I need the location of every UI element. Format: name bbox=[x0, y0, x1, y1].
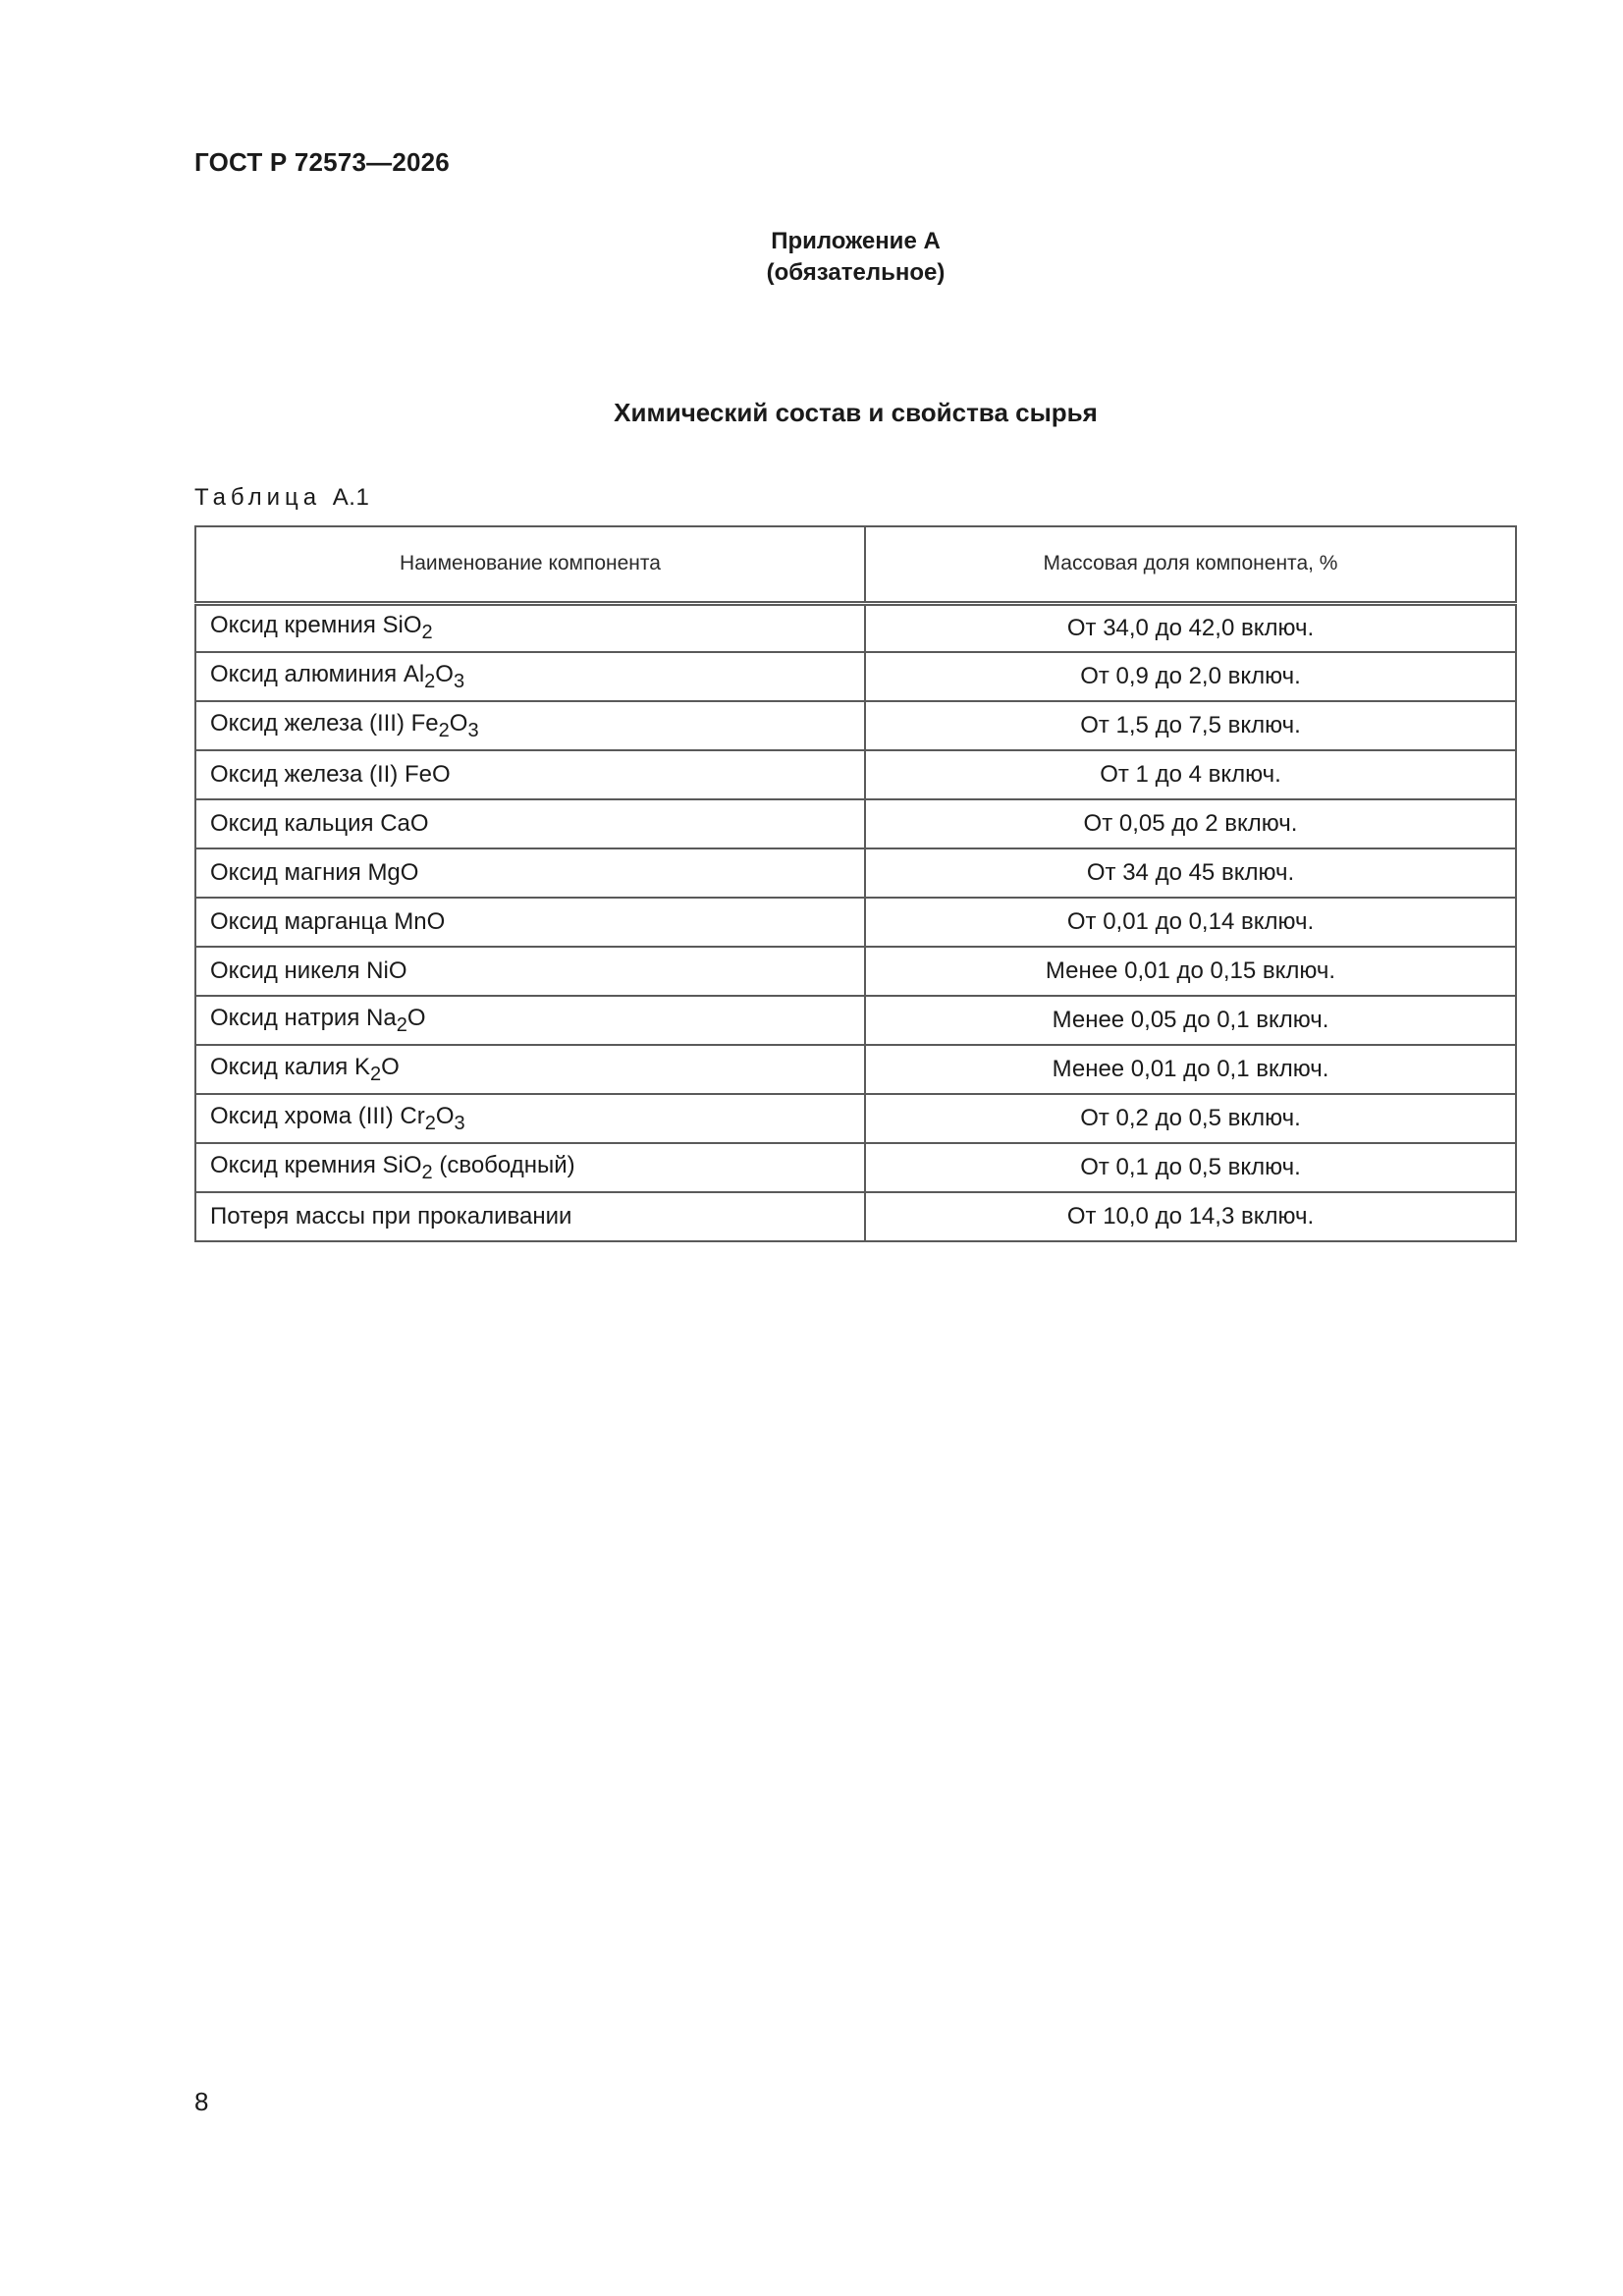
component-name: Потеря массы при прокаливании bbox=[210, 1203, 572, 1230]
formula-subscript: 2 bbox=[421, 1161, 433, 1183]
formula-subscript: 3 bbox=[467, 719, 479, 741]
composition-table bbox=[194, 525, 1517, 1242]
appendix-title: Приложение А bbox=[771, 228, 941, 254]
component-name-cell bbox=[195, 1045, 865, 1094]
table-row bbox=[195, 701, 1516, 750]
mass-fraction-cell: Менее 0,01 до 0,15 включ. bbox=[865, 947, 1516, 996]
table-header-row bbox=[195, 526, 1516, 603]
component-name: Оксид натрия Na bbox=[210, 1004, 397, 1031]
component-name-cell bbox=[195, 1192, 865, 1241]
table-row bbox=[195, 750, 1516, 799]
component-name-cell bbox=[195, 898, 865, 947]
component-name-cell bbox=[195, 799, 865, 848]
table-row bbox=[195, 1094, 1516, 1143]
formula-subscript: 2 bbox=[396, 1013, 407, 1036]
mass-fraction-cell: От 10,0 до 14,3 включ. bbox=[865, 1192, 1516, 1241]
component-name: Оксид хрома (III) Cr bbox=[210, 1102, 425, 1129]
component-name-cell bbox=[195, 701, 865, 750]
mass-fraction-cell: От 0,05 до 2 включ. bbox=[865, 799, 1516, 848]
mass-fraction-cell: От 34,0 до 42,0 включ. bbox=[865, 603, 1516, 652]
document-code: ГОСТ Р 72573—2026 bbox=[194, 147, 450, 177]
table-row bbox=[195, 996, 1516, 1045]
component-name-cell bbox=[195, 603, 865, 652]
section-title: Химический состав и свойства сырья bbox=[614, 398, 1098, 427]
component-name-cell bbox=[195, 947, 865, 996]
mass-fraction-cell: От 0,2 до 0,5 включ. bbox=[865, 1094, 1516, 1143]
formula-subscript: 2 bbox=[438, 719, 450, 741]
appendix-status: (обязательное) bbox=[766, 259, 946, 286]
formula-subscript: 2 bbox=[424, 670, 436, 692]
table-row bbox=[195, 898, 1516, 947]
mass-fraction-cell: Менее 0,05 до 0,1 включ. bbox=[865, 996, 1516, 1045]
component-name: Оксид кремния SiO bbox=[210, 1151, 422, 1178]
component-name-cell bbox=[195, 1094, 865, 1143]
component-name: Оксид магния MgO bbox=[210, 859, 419, 886]
formula-subscript: 3 bbox=[454, 1112, 465, 1134]
component-name-rest: O bbox=[406, 1004, 426, 1031]
table-row bbox=[195, 1045, 1516, 1094]
table-body bbox=[195, 603, 1516, 1241]
component-name: Оксид кремния SiO bbox=[210, 612, 422, 639]
component-name-rest: O bbox=[435, 660, 454, 687]
mass-fraction-cell: Менее 0,01 до 0,1 включ. bbox=[865, 1045, 1516, 1094]
component-name: Оксид кальция CaO bbox=[210, 810, 429, 837]
column-header-mass-fraction: Массовая доля компонента, % bbox=[865, 526, 1516, 603]
mass-fraction-cell: От 0,01 до 0,14 включ. bbox=[865, 898, 1516, 947]
appendix-heading bbox=[0, 226, 1623, 289]
component-name-cell bbox=[195, 652, 865, 701]
formula-subscript: 2 bbox=[421, 622, 433, 644]
component-name: Оксид марганца MnO bbox=[210, 908, 446, 935]
mass-fraction-cell: От 1,5 до 7,5 включ. bbox=[865, 701, 1516, 750]
mass-fraction-cell: От 0,1 до 0,5 включ. bbox=[865, 1143, 1516, 1192]
component-name-cell bbox=[195, 848, 865, 898]
component-name-cell bbox=[195, 1143, 865, 1192]
table-caption bbox=[194, 484, 369, 512]
mass-fraction-cell: От 0,9 до 2,0 включ. bbox=[865, 652, 1516, 701]
component-name-rest: O bbox=[449, 709, 468, 737]
formula-subscript: 2 bbox=[369, 1063, 382, 1085]
table-caption-number: А.1 bbox=[332, 484, 370, 511]
mass-fraction-cell: От 34 до 45 включ. bbox=[865, 848, 1516, 898]
table-row bbox=[195, 1143, 1516, 1192]
page-number: 8 bbox=[194, 2087, 209, 2116]
table-row bbox=[195, 947, 1516, 996]
component-name: Оксид железа (III) Fe bbox=[210, 709, 439, 737]
component-name-cell bbox=[195, 996, 865, 1045]
component-name-rest: O bbox=[381, 1053, 400, 1080]
component-name-rest: O bbox=[435, 1102, 455, 1129]
table-caption-word: Таблица bbox=[194, 484, 322, 511]
formula-subscript: 2 bbox=[424, 1112, 436, 1134]
component-name: Оксид алюминия Al bbox=[210, 660, 425, 687]
table-row bbox=[195, 603, 1516, 652]
component-name-cell bbox=[195, 750, 865, 799]
component-name-rest: (свободный) bbox=[432, 1151, 575, 1178]
mass-fraction-cell: От 1 до 4 включ. bbox=[865, 750, 1516, 799]
component-name: Оксид калия K bbox=[210, 1053, 370, 1080]
section-title-wrap bbox=[0, 398, 1623, 428]
formula-subscript: 3 bbox=[453, 670, 465, 692]
table-row bbox=[195, 652, 1516, 701]
component-name: Оксид железа (II) FeO bbox=[210, 761, 451, 788]
table-row bbox=[195, 799, 1516, 848]
component-name: Оксид никеля NiO bbox=[210, 957, 407, 984]
table-row bbox=[195, 848, 1516, 898]
column-header-component: Наименование компонента bbox=[195, 526, 865, 603]
table-row bbox=[195, 1192, 1516, 1241]
